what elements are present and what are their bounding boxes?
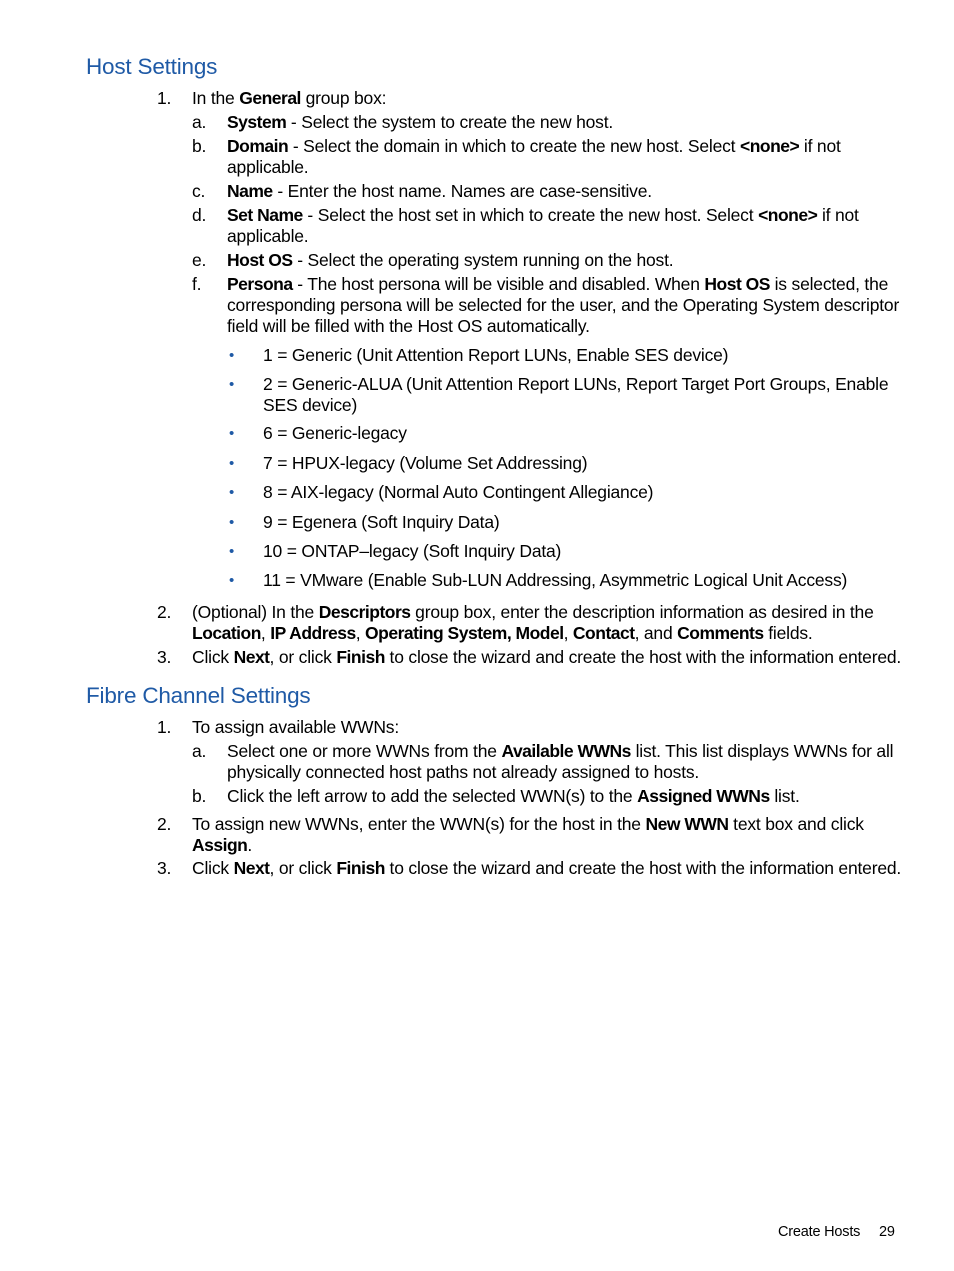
step-number: 3. bbox=[157, 647, 172, 667]
substep-letter: d. bbox=[192, 205, 207, 225]
host-step-1-text: In the General group box: bbox=[192, 88, 387, 108]
substep-name: Name - Enter the host name. Names are case-sensitive. bbox=[227, 181, 652, 201]
fc-step-3-text: Click Next, or click Finish to close the wizard and create the host with the information entered. bbox=[192, 858, 902, 878]
bullet-icon: • bbox=[229, 543, 235, 560]
fc-step-2-text: To assign new WWNs, enter the WWN(s) for the host in the New WWN text box and click Assign. bbox=[192, 814, 864, 855]
persona-item: 6 = Generic-legacy bbox=[263, 423, 407, 443]
step-number: 1. bbox=[157, 717, 172, 737]
substep-letter: a. bbox=[192, 112, 207, 132]
substep-letter: b. bbox=[192, 136, 207, 156]
step-number: 3. bbox=[157, 858, 172, 878]
persona-item: 11 = VMware (Enable Sub-LUN Addressing, Asymmetric Logical Unit Access) bbox=[263, 570, 848, 590]
fc-step-1-text: To assign available WWNs: bbox=[192, 717, 400, 737]
persona-item: 10 = ONTAP–legacy (Soft Inquiry Data) bbox=[263, 541, 562, 561]
page-number: 29 bbox=[879, 1224, 895, 1240]
bullet-icon: • bbox=[229, 376, 235, 393]
persona-item: 2 = Generic-ALUA (Unit Attention Report LUNs, Report Target Port Groups, Enable SES device) bbox=[263, 374, 889, 415]
bullet-icon: • bbox=[229, 572, 235, 589]
persona-item: 1 = Generic (Unit Attention Report LUNs, Enable SES device) bbox=[263, 345, 729, 365]
host-settings-heading: Host Settings bbox=[86, 54, 218, 79]
substep-system: System - Select the system to create the new host. bbox=[227, 112, 614, 132]
substep-host-os: Host OS - Select the operating system running on the host. bbox=[227, 250, 674, 270]
substep-letter: f. bbox=[192, 274, 202, 294]
persona-item: 9 = Egenera (Soft Inquiry Data) bbox=[263, 512, 500, 532]
substep-domain: Domain - Select the domain in which to create the new host. Select <none> if not applicable. bbox=[227, 136, 841, 177]
fc-substep-assigned-wwns: Click the left arrow to add the selected WWN(s) to the Assigned WWNs list. bbox=[227, 786, 800, 806]
step-number: 2. bbox=[157, 602, 172, 622]
fibre-channel-settings-heading: Fibre Channel Settings bbox=[86, 683, 311, 708]
persona-item: 7 = HPUX-legacy (Volume Set Addressing) bbox=[263, 453, 588, 473]
step-number: 2. bbox=[157, 814, 172, 834]
bullet-icon: • bbox=[229, 484, 235, 501]
persona-item: 8 = AIX-legacy (Normal Auto Contingent Allegiance) bbox=[263, 482, 654, 502]
step-number: 1. bbox=[157, 88, 172, 108]
substep-persona: Persona - The host persona will be visible and disabled. When Host OS is selected, the corresponding persona will be selected for the user, and the Operating System descriptor field will be filled with the Host OS automatically. bbox=[227, 274, 900, 336]
fc-substep-available-wwns: Select one or more WWNs from the Available WWNs list. This list displays WWNs for all physically connected host paths not already assigned to hosts. bbox=[227, 741, 894, 782]
substep-letter: c. bbox=[192, 181, 206, 201]
substep-letter: e. bbox=[192, 250, 207, 270]
substep-letter: a. bbox=[192, 741, 207, 761]
bullet-icon: • bbox=[229, 514, 235, 531]
host-step-2-text: (Optional) In the Descriptors group box, enter the description information as desired in the Location, IP Address, Operating System, Model, Contact, and Comments fields. bbox=[192, 602, 874, 643]
substep-set-name: Set Name - Select the host set in which to create the new host. Select <none> if not applicable. bbox=[227, 205, 859, 246]
bullet-icon: • bbox=[229, 347, 235, 364]
bullet-icon: • bbox=[229, 425, 235, 442]
substep-letter: b. bbox=[192, 786, 207, 806]
footer-section-title: Create Hosts bbox=[778, 1224, 861, 1240]
host-step-3-text: Click Next, or click Finish to close the wizard and create the host with the information entered. bbox=[192, 647, 902, 667]
bullet-icon: • bbox=[229, 455, 235, 472]
